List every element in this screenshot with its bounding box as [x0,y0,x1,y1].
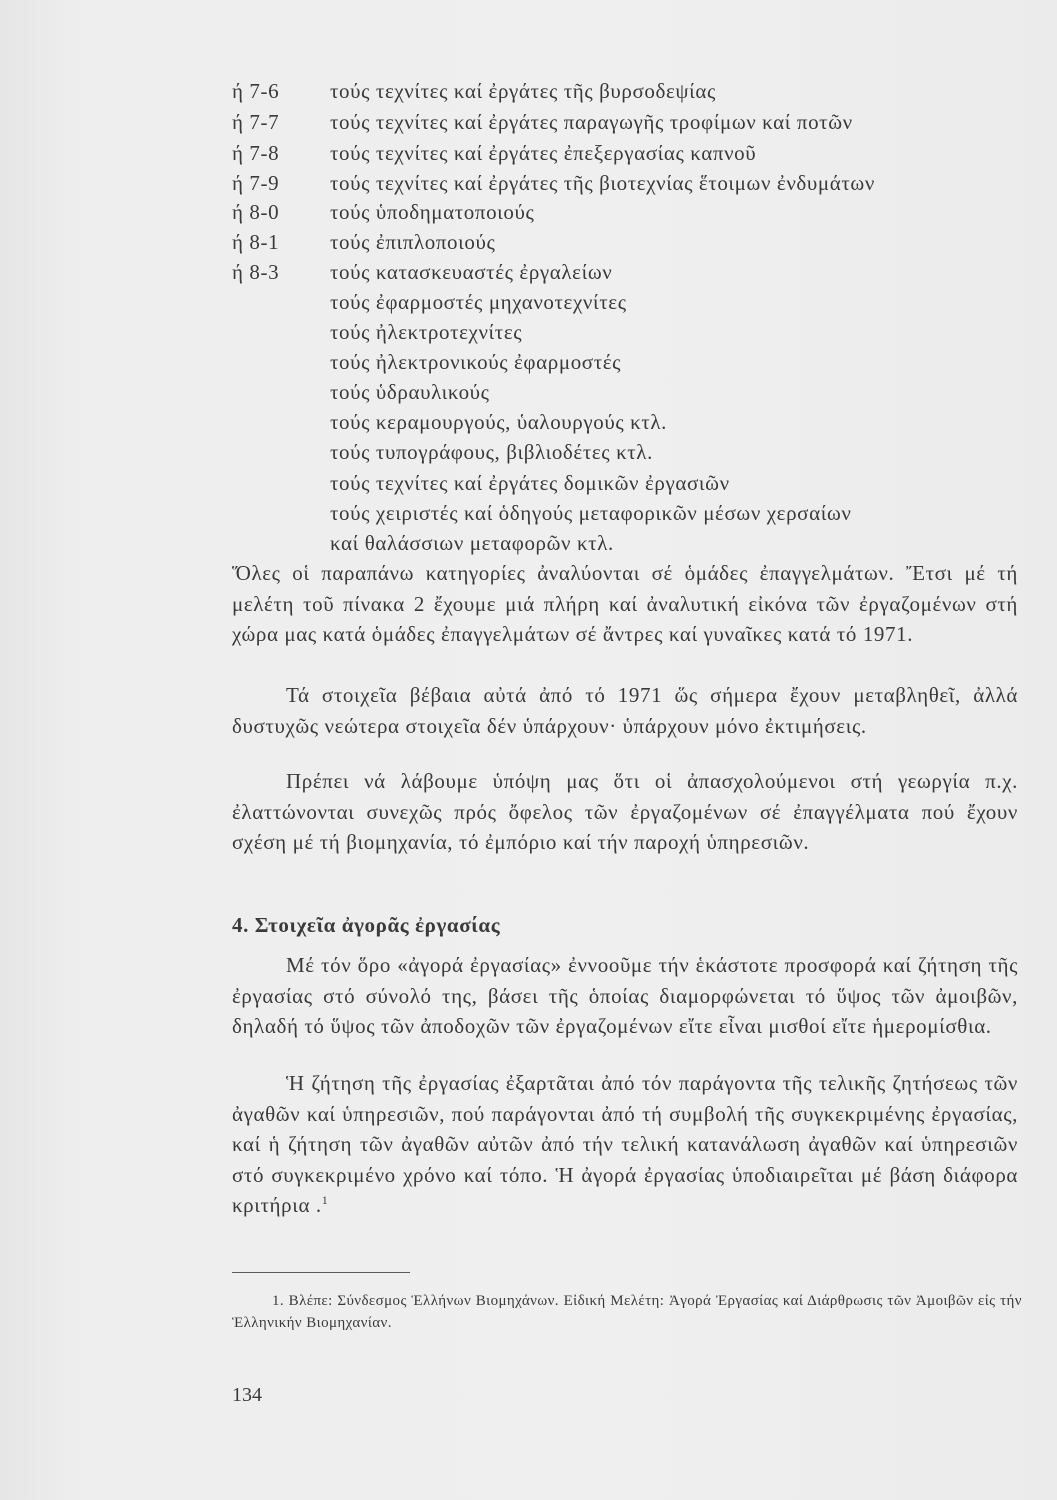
list-item-code: ή 7-6 [232,79,280,103]
body-paragraph: Ὅλες οἱ παραπάνω κατηγορίες ἀναλύονται σέ ὁμάδες ἐπαγγελμάτων. Ἔτσι μέ τή μελέτη τοῦ πίνακα 2 ἔχουμε μιά πλήρη καί ἀναλυτική εἰκόνα τῶν ἐργαζομένων στή χώρα μας κατά ὁμάδες ἐπαγγελμάτων σέ ἄντρες καί γυναῖκες κατά τό 1971. [232,561,1018,646]
list-item-text: τούς τεχνίτες καί ἐργάτες παραγωγῆς τροφίμων καί ποτῶν [330,110,853,134]
list-item-code: ή 7-9 [232,171,280,195]
list-item-continued: τούς τυπογράφους, βιβλιοδέτες κτλ. [330,440,653,464]
list-item-continued: τούς ἐφαρμοστές μηχανοτεχνίτες [330,290,627,314]
section-heading: 4. Στοιχεῖα ἀγορᾶς ἐργασίας [232,913,501,937]
list-item-text: τούς τεχνίτες καί ἐργάτες τῆς βιοτεχνίας ἕτοιμων ἐνδυμάτων [330,171,875,195]
footnote-reference: 1 [321,1193,329,1207]
list-item-code: ή 7-7 [232,110,280,134]
list-item-continued: τούς τεχνίτες καί ἐργάτες δομικῶν ἐργασιῶν [330,471,730,495]
list-item-continued: τούς κεραμουργούς, ὑαλουργούς κτλ. [330,410,667,434]
section-paragraph [232,1068,1018,1221]
section-paragraph: Μέ τόν ὅρο «ἀγορά ἐργασίας» ἐννοοῦμε τήν ἑκάστοτε προσφορά καί ζήτηση τῆς ἐργασίας στό σύνολό της, βάσει τῆς ὁποίας διαμορφώνεται τό ὕψος τῶν ἀμοιβῶν, δηλαδή τό ὕψος τῶν ἀποδοχῶν τῶν ἐργαζομένων εἴτε εἶναι μισθοί εἴτε ἡμερομίσθια. [232,953,1018,1038]
list-item-text: τούς τεχνίτες καί ἐργάτες ἐπεξεργασίας καπνοῦ [330,141,757,165]
list-item-code: ή 8-0 [232,200,280,224]
list-item-continued: τούς χειριστές καί ὁδηγούς μεταφορικῶν μέσων χερσαίων [330,501,852,525]
list-item-text: τούς τεχνίτες καί ἐργάτες τῆς βυρσοδεψίας [330,79,716,103]
body-paragraph: Πρέπει νά λάβουμε ὑπόψη μας ὅτι οἱ ἀπασχολούμενοι στή γεωργία π.χ. ἐλαττώνονται συνεχῶς πρός ὄφελος τῶν ἐργαζομένων σέ ἐπαγγέλματα πού ἔχουν σχέση μέ τή βιομηχανία, τό ἐμπόριο καί τήν παροχή ὑπηρεσιῶν. [232,769,1018,854]
list-item-code: ή 8-3 [232,260,280,284]
footnote: 1. Βλέπε: Σύνδεσμος Ἑλλήνων Βιομηχάνων. Εἰδική Μελέτη: Ἀγορά Ἐργασίας καί Διάρθρωσις τῶν Ἀμοιβῶν εἰς τήν Ἑλληνικήν Βιομηχανίαν. [232,1293,1022,1331]
list-item-text: τούς ὑποδηματοποιούς [330,200,535,224]
list-item-text: τούς κατασκευαστές ἐργαλείων [330,260,613,284]
list-item-continued: τούς ὑδραυλικούς [330,380,490,404]
page-number: 134 [232,1384,262,1406]
list-item-continued: καί θαλάσσιων μεταφορῶν κτλ. [330,531,614,555]
list-item-code: ή 8-1 [232,230,280,254]
section-paragraph-text: Ἡ ζήτηση τῆς ἐργασίας ἐξαρτᾶται ἀπό τόν παράγοντα τῆς τελικῆς ζητήσεως τῶν ἀγαθῶν καί ὑπηρεσιῶν, πού παράγονται ἀπό τή συμβολή τῆς συγκεκριμένης ἐργασίας, καί ἡ ζήτηση τῶν ἀγαθῶν αὐτῶν ἀπό τήν τελική κατανάλωση ἀγαθῶν καί ὑπηρεσιῶν στό συγκεκριμένο χρόνο καί τόπο. Ἡ ἀγορά ἐργασίας ὑποδιαιρεῖται μέ βάση διάφορα κριτήρια . [232,1071,1018,1217]
body-paragraph: Τά στοιχεῖα βέβαια αὐτά ἀπό τό 1971 ὥς σήμερα ἔχουν μεταβληθεῖ, ἀλλά δυστυχῶς νεώτερα στοιχεῖα δέν ὑπάρχουν· ὑπάρχουν μόνο ἐκτιμήσεις. [232,683,1018,738]
list-item-text: τούς ἐπιπλοποιούς [330,230,496,254]
list-item-code: ή 7-8 [232,141,280,165]
list-item-continued: τούς ἠλεκτρονικούς ἐφαρμοστές [330,350,622,374]
footnote-divider [232,1272,410,1273]
list-item-continued: τούς ἠλεκτροτεχνίτες [330,320,523,344]
